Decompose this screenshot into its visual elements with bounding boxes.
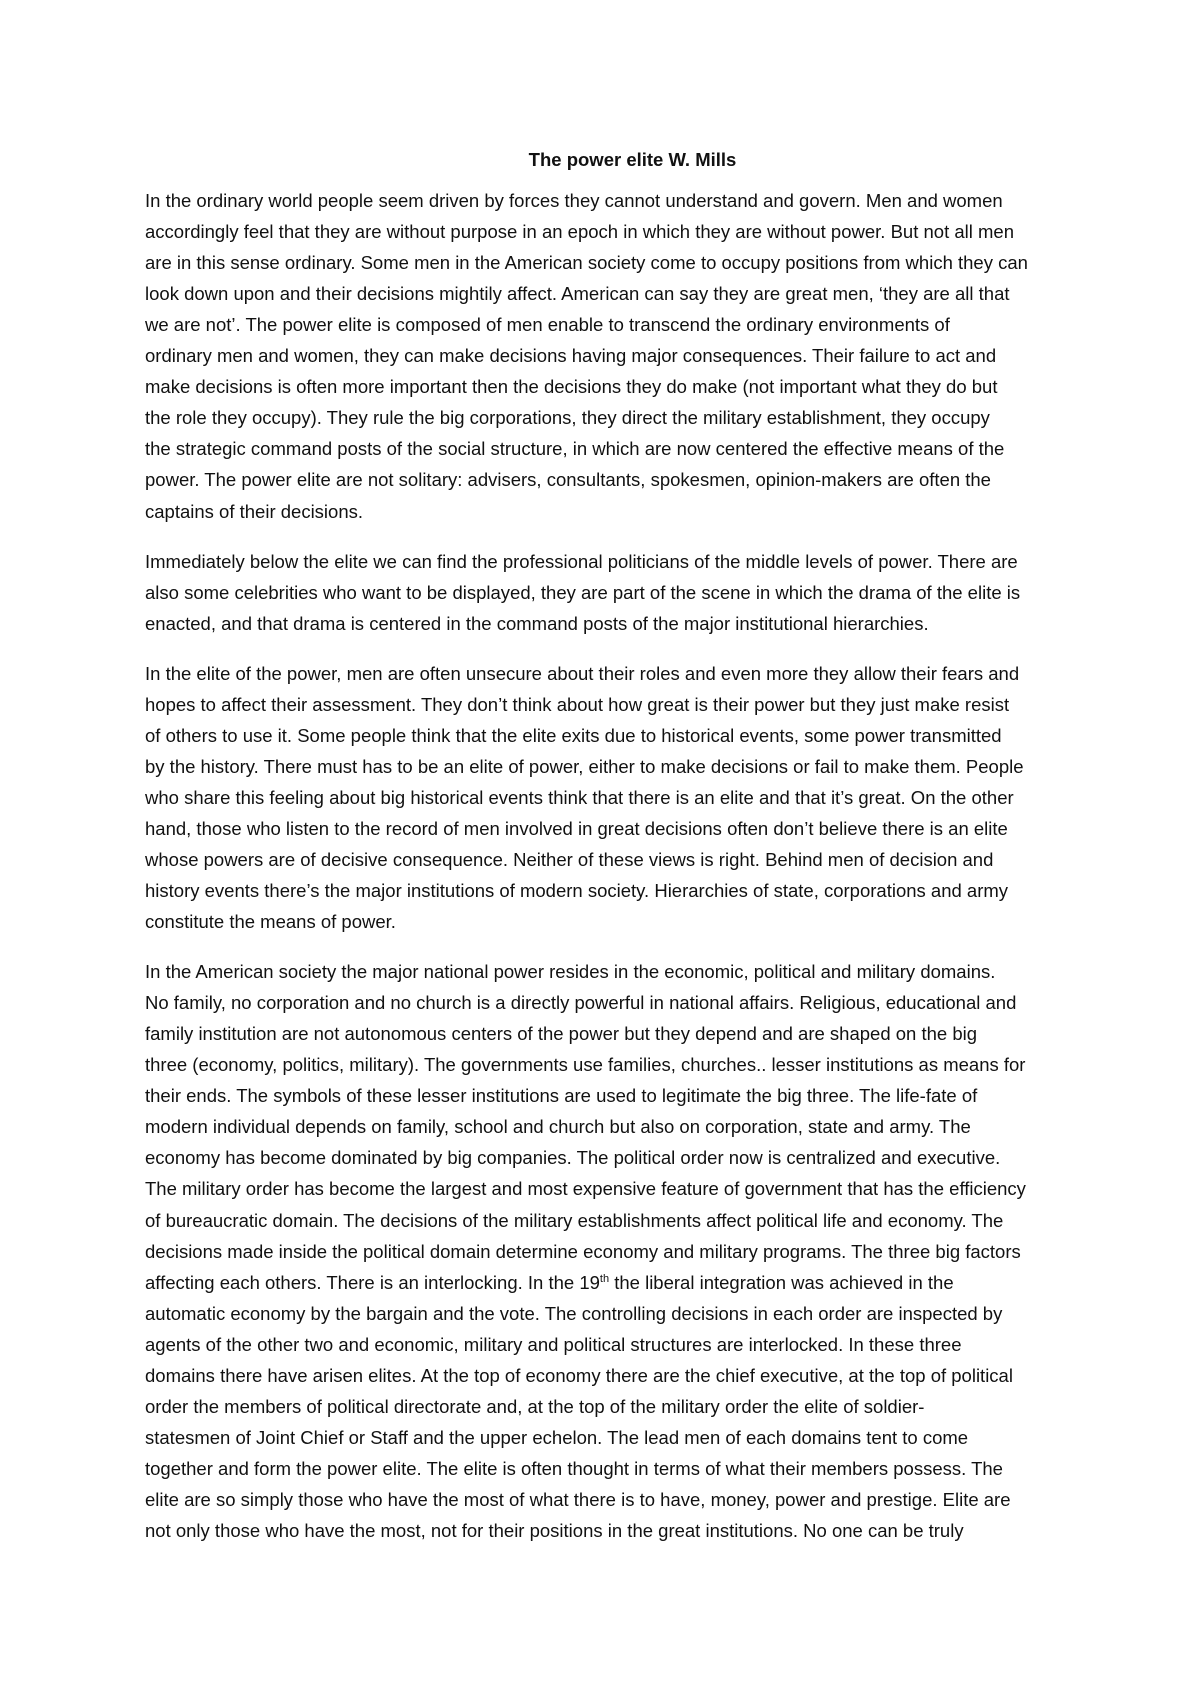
text-line: economy has become dominated by big companies. The political order now is centralized and executive. bbox=[145, 1147, 1001, 1169]
text-line: hopes to affect their assessment. They don’t think about how great is their power but they just make resist bbox=[145, 693, 1010, 715]
superscript: th bbox=[599, 1272, 610, 1285]
text-line: The military order has become the largest and most expensive feature of government that has the efficiency bbox=[145, 1178, 1026, 1200]
line-end: the liberal integration was achieved in the bbox=[609, 1271, 954, 1293]
text-line: of others to use it. Some people think that the elite exits due to historical events, some power transmitted bbox=[145, 724, 1002, 746]
text-line: also some celebrities who want to be displayed, they are part of the scene in which the drama of the elite is bbox=[145, 581, 1021, 603]
document-body bbox=[145, 144, 1090, 1565]
text-line: family institution are not autonomous centers of the power but they depend and are shaped on the big bbox=[145, 1023, 978, 1045]
text-line: Immediately below the elite we can find the professional politicians of the middle levels of power. There are bbox=[145, 550, 1018, 572]
text-line: decisions made inside the political domain determine economy and military programs. The three big factors bbox=[145, 1240, 1021, 1262]
text-line: statesmen of Joint Chief or Staff and the upper echelon. The lead men of each domains tent to come bbox=[145, 1426, 969, 1448]
text-line: of bureaucratic domain. The decisions of the military establishments affect political life and economy. The bbox=[145, 1209, 1004, 1231]
paragraph-2 bbox=[145, 546, 1090, 639]
text-line: who share this feeling about big historical events think that there is an elite and that it’s great. On the other bbox=[145, 786, 1014, 808]
text-line: captains of their decisions. bbox=[145, 500, 364, 522]
text-line: history events there’s the major institutions of modern society. Hierarchies of state, corporations and army bbox=[145, 880, 1009, 902]
text-line: domains there have arisen elites. At the top of economy there are the chief executive, at the top of political bbox=[145, 1364, 1013, 1386]
paragraph-1 bbox=[145, 185, 1090, 527]
text-line: In the American society the major national power resides in the economic, political and military domains. bbox=[145, 961, 996, 983]
text-line: look down upon and their decisions mightily affect. American can say they are great men, ‘they are all that bbox=[145, 283, 1010, 305]
text-line: No family, no corporation and no church is a directly powerful in national affairs. Religious, educational and bbox=[145, 992, 1017, 1014]
text-line: order the members of political directorate and, at the top of the military order the elite of soldier- bbox=[145, 1395, 925, 1417]
text-line: we are not’. The power elite is composed of men enable to transcend the ordinary environments of bbox=[145, 314, 950, 336]
text-line: elite are so simply those who have the most of what there is to have, money, power and prestige. Elite are bbox=[145, 1488, 1011, 1510]
text-line: the strategic command posts of the social structure, in which are now centered the effective means of the bbox=[145, 438, 1005, 460]
text-line-with-superscript bbox=[145, 1267, 1090, 1298]
text-line: whose powers are of decisive consequence. Neither of these views is right. Behind men of decision and bbox=[145, 848, 994, 870]
document-title: The power elite W. Mills bbox=[528, 149, 737, 170]
text-line: automatic economy by the bargain and the vote. The controlling decisions in each order are inspected by bbox=[145, 1302, 1003, 1324]
text-line: constitute the means of power. bbox=[145, 911, 396, 933]
text-line: their ends. The symbols of these lesser institutions are used to legitimate the big three. The life-fate of bbox=[145, 1085, 978, 1107]
text-line: power. The power elite are not solitary: advisers, consultants, spokesmen, opinion-makers are often the bbox=[145, 469, 991, 491]
text-line: together and form the power elite. The elite is often thought in terms of what their members possess. The bbox=[145, 1457, 1003, 1479]
text-line: In the ordinary world people seem driven by forces they cannot understand and govern. Men and women bbox=[145, 190, 1003, 212]
paragraph-4 bbox=[145, 956, 1090, 1546]
text-line: enacted, and that drama is centered in the command posts of the major institutional hierarchies. bbox=[145, 612, 929, 634]
text-line: accordingly feel that they are without purpose in an epoch in which they are without power. But not all men bbox=[145, 221, 1014, 243]
text-line: three (economy, politics, military). The governments use families, churches.. lesser institutions as means for bbox=[145, 1054, 1026, 1076]
text-line: make decisions is often more important then the decisions they do make (not important what they do but bbox=[145, 376, 998, 398]
text-line: not only those who have the most, not for their positions in the great institutions. No one can be truly bbox=[145, 1519, 964, 1541]
text-line: the role they occupy). They rule the big corporations, they direct the military establishment, they occupy bbox=[145, 407, 990, 429]
text-line: agents of the other two and economic, military and political structures are interlocked. In these three bbox=[145, 1333, 962, 1355]
text-line: are in this sense ordinary. Some men in the American society come to occupy positions from which they can bbox=[145, 252, 1028, 274]
text-line: modern individual depends on family, school and church but also on corporation, state and army. The bbox=[145, 1116, 971, 1138]
text-line: hand, those who listen to the record of men involved in great decisions often don’t believe there is an elite bbox=[145, 817, 1008, 839]
text-line: by the history. There must has to be an elite of power, either to make decisions or fail to make them. People bbox=[145, 755, 1024, 777]
paragraph-3 bbox=[145, 658, 1090, 937]
line-start: affecting each others. There is an interlocking. In the 19 bbox=[145, 1271, 600, 1293]
text-line: In the elite of the power, men are often unsecure about their roles and even more they allow their fears and bbox=[145, 662, 1020, 684]
text-line: ordinary men and women, they can make decisions having major consequences. Their failure to act and bbox=[145, 345, 997, 367]
